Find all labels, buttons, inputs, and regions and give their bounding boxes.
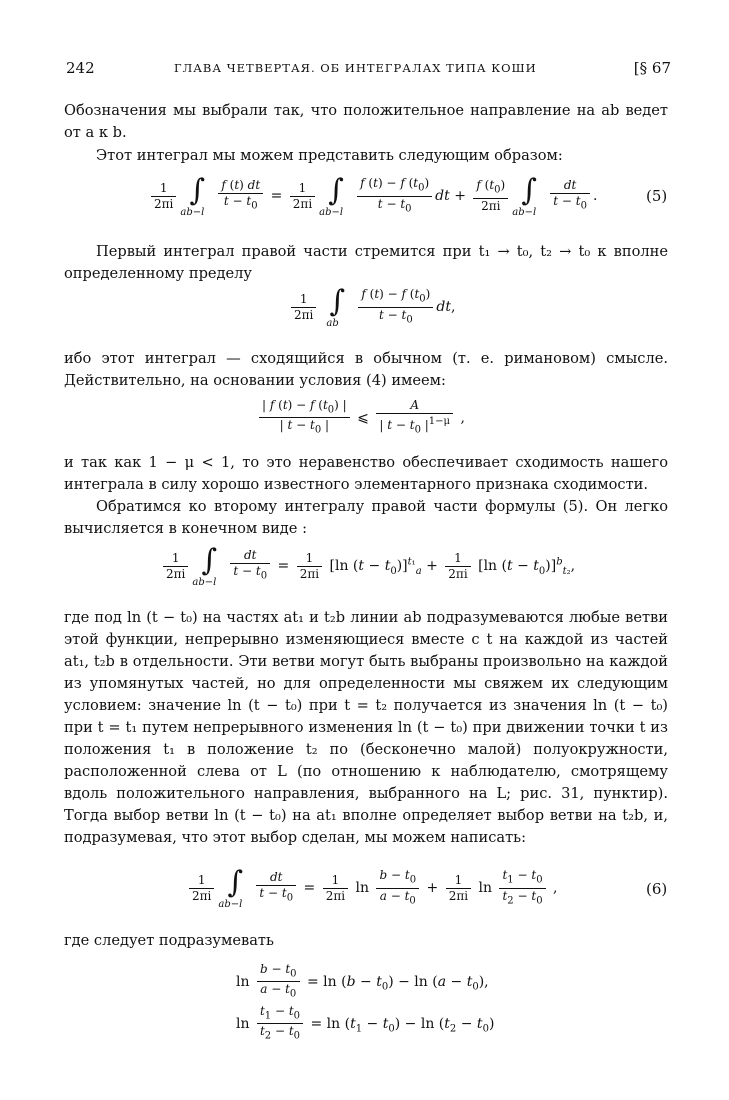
equation-5: $\frac{1}{2\pi i}$ ∫ ab−l $\frac{f (t) dt}{t - t_0}$ = $\frac{1}{2\pi i}$ ∫ ab−l $\frac{f (t) - f (t_0)}{t - t_0}$ dt + $\frac{f (t_0)}{2\pi i}$ ∫ ab−l $\frac{dt}{t - t_0}$ .: [148, 176, 597, 216]
limit-integral: $\frac{1}{2\pi i}$ ∫ ab $\frac{f (t) - f (t_0)}{t - t_0}$ dt,: [288, 287, 455, 327]
paragraph-5: и так как 1 − μ < 1, то это неравенство обеспечивает сходимость нашего интеграла в силу хорошо известного элементарного признака сходимости.: [64, 454, 668, 493]
inequality: $\frac{| f (t) - f (t_0) |}{| t - t_0 |}$ ⩽ $\frac{A}{| t - t_0 |^{1-\mu}}$ ,: [256, 398, 465, 438]
log-definition-1: ln $\frac{b - t_0}{a - t_0}$ = $\ln (b - t_0) - \ln (a - t_0)$,: [236, 962, 489, 1000]
paragraph-4: ибо этот интеграл — сходящийся в обычном (т. е. римановом) смысле. Действительно, на основании условия (4) имеем:: [64, 350, 668, 389]
equation-5-label: (5): [646, 187, 668, 205]
chapter-title: ГЛАВА ЧЕТВЕРТАЯ. ОБ ИНТЕГРАЛАХ ТИПА КОШИ: [174, 61, 537, 75]
paragraph-2: Этот интеграл мы можем представить следующим образом:: [96, 147, 563, 164]
running-header: [66, 59, 671, 81]
equation-6: $\frac{1}{2\pi i}$ ∫ ab−l $\frac{dt}{t - t_0}$ = $\frac{1}{2\pi i}$ ln $\frac{b - t_0}{a - t_0}$ + $\frac{1}{2\pi i}$ ln $\frac{t_1 - t_0}{t_2 - t_0}$ ,: [186, 868, 557, 908]
equation-6-label: (6): [646, 880, 668, 898]
page-number: 242: [66, 59, 95, 77]
paragraph-3: Первый интеграл правой части стремится при t₁ → t₀, t₂ → t₀ к вполне определенному пределу: [64, 243, 668, 282]
log-definition-2: ln $\frac{t_1 - t_0}{t_2 - t_0}$ = $\ln (t_1 - t_0) - \ln (t_2 - t_0)$: [236, 1004, 495, 1042]
paragraph-7: где под ln (t − t₀) на частях at₁ и t₂b линии ab подразумеваются любые ветви этой функции, непрерывно изменяющиеся вместе с t на каждой из частей at₁, t₂b в отдельности. Эти ветви могут быть выбраны произвольно на каждой из упомянутых частей, но для определенности мы свяжем их следующим условием: значение ln (t − t₀) при t = t₂ получается из значения ln (t − t₀) при t = t₁ путем непрерывного изменения ln (t − t₀) при движении точки t из положения t₁ в положение t₂ по (бесконечно малой) полуокружности, расположенной слева от L (по отношению к наблюдателю, смотрящему вдоль положительного направления, выбранного на L; рис. 31, пунктир). Тогда выбор ветви ln (t − t₀) на at₁ вполне определяет выбор ветви на t₂b, и, подразумевая, что этот выбор сделан, мы можем написать:: [64, 609, 668, 846]
paragraph-8: где следует подразумевать: [64, 932, 274, 949]
paragraph-6: Обратимся ко второму интегралу правой части формулы (5). Он легко вычисляется в конечном виде :: [64, 498, 668, 537]
log-evaluation: $\frac{1}{2\pi i}$ ∫ ab−l $\frac{dt}{t - t_0}$ = $\frac{1}{2\pi i}$ [ln $(t - t_0)]^{t_1}_a$ + $\frac{1}{2\pi i}$ [ln $(t - t_0)]^b_{t_2}$,: [160, 546, 575, 586]
paragraph-1: Обозначения мы выбрали так, что положительное направление на ab ведет от a к b.: [64, 102, 668, 141]
section-marker: [§ 67: [633, 59, 671, 77]
